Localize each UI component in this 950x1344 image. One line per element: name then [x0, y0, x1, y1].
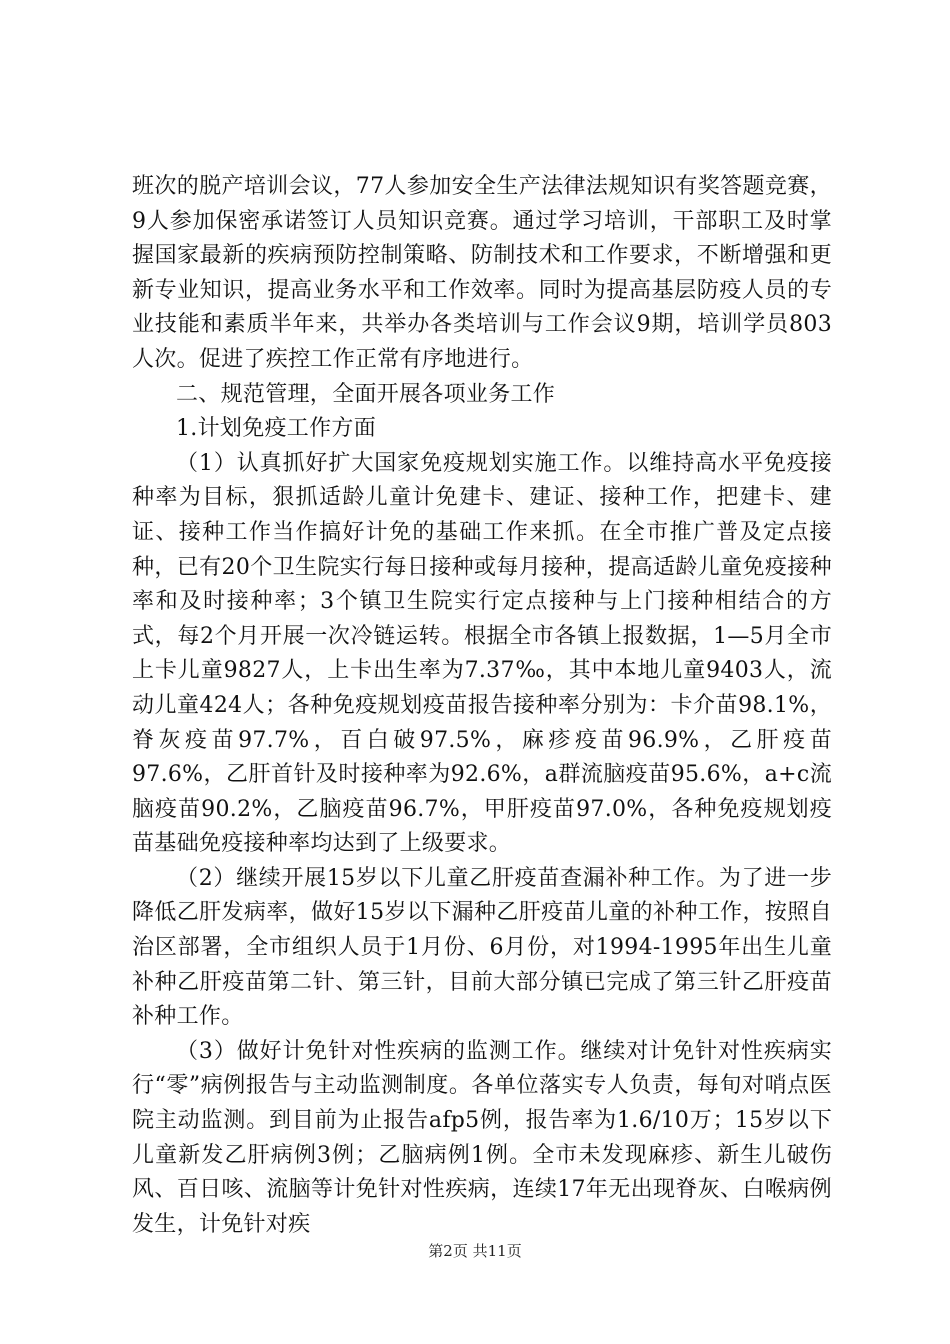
- subsection-heading-immunization: 1.计划免疫工作方面: [176, 416, 376, 442]
- document-body: [132, 170, 832, 1242]
- paragraph-training-summary: 班次的脱产培训会议，77人参加安全生产法律法规知识有奖答题竞赛，9人参加保密承诺签订人员知识竞赛。通过学习培训，干部职工及时掌握国家最新的疾病预防控制策略、防制技术和工作要求，不断增强和更新专业知识，提高业务水平和工作效率。同时为提高基层防疫人员的专业技能和素质半年来，共举办各类培训与工作会议9期，培训学员803人次。促进了疾控工作正常有序地进行。: [132, 174, 832, 372]
- paragraph-disease-surveillance: （3）做好计免针对性疾病的监测工作。继续对计免针对性疾病实行“零”病例报告与主动监测制度。各单位落实专人负责，每旬对哨点医院主动监测。到目前为止报告afp5例，报告率为1.6/10万；15岁以下儿童新发乙肝病例3例；乙脑病例1例。全市未发现麻疹、新生儿破伤风、百日咳、流脑等计免针对性疾病，连续17年无出现脊灰、白喉病例发生，计免针对疾: [132, 1038, 832, 1237]
- paragraph-hepatitis-b-catchup: （2）继续开展15岁以下儿童乙肝疫苗查漏补种工作。为了进一步降低乙肝发病率，做好15岁以下漏种乙肝疫苗儿童的补种工作，按照自治区部署，全市组织人员于1月份、6月份，对1994-1995年出生儿童补种乙肝疫苗第二针、第三针，目前大部分镇已完成了第三针乙肝疫苗补种工作。: [132, 865, 832, 1030]
- page-number-footer: 第2页 共11页: [428, 1242, 522, 1260]
- section-heading-standard-management: 二、规范管理，全面开展各项业务工作: [176, 381, 556, 407]
- paragraph-immunization-program: （1）认真抓好扩大国家免疫规划实施工作。以维持高水平免疫接种率为目标，狠抓适龄儿童计免建卡、建证、接种工作，把建卡、建证、接种工作当作搞好计免的基础工作来抓。在全市推广普及定点接种，已有20个卫生院实行每日接种或每月接种，提高适龄儿童免疫接种率和及时接种率；3个镇卫生院实行定点接种与上门接种相结合的方式，每2个月开展一次冷链运转。根据全市各镇上报数据，1—5月全市上卡儿童9827人，上卡出生率为7.37‰，其中本地儿童9403人，流动儿童424人；各种免疫规划疫苗报告接种率分别为：卡介苗98.1%，脊灰疫苗97.7%，百白破97.5%，麻疹疫苗96.9%，乙肝疫苗97.6%，乙肝首针及时接种率为92.6%，a群流脑疫苗95.6%，a+c流脑疫苗90.2%，乙脑疫苗96.7%，甲肝疫苗97.0%，各种免疫规划疫苗基础免疫接种率均达到了上级要求。: [132, 450, 832, 857]
